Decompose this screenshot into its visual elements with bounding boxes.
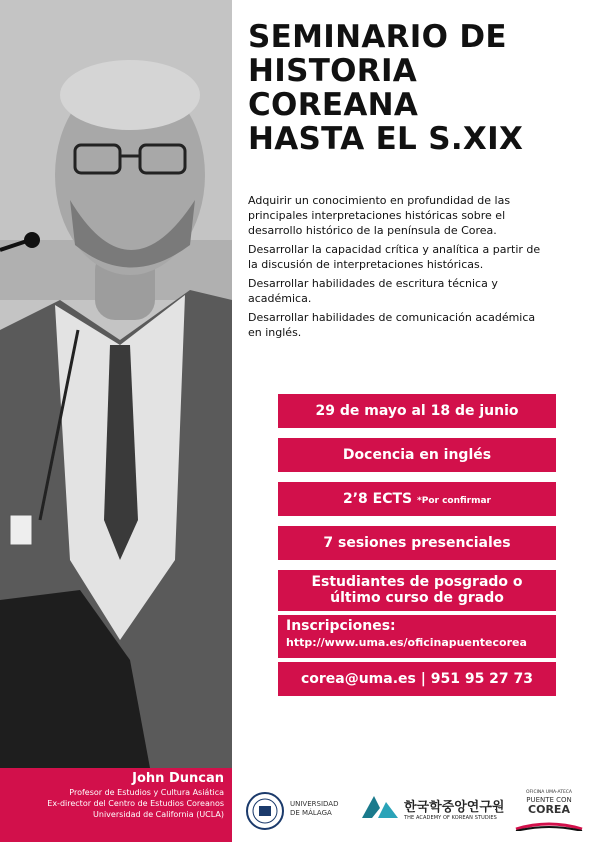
language-text: Docencia en inglés (342, 447, 492, 463)
objective-item: Adquirir un conocimiento en profundidad de las principales interpretaciones históricas sobre el desarrollo histórico de la península de Corea. (248, 194, 511, 237)
dates-text: 29 de mayo al 18 de junio (315, 403, 519, 419)
sessions-box (278, 526, 556, 560)
puente-line-3: COREA (528, 803, 570, 816)
speaker-affiliation: Universidad de California (UCLA) (93, 810, 224, 819)
language-box (278, 438, 556, 472)
speaker-portrait (0, 0, 232, 768)
aks-korean-name: 한국학중앙연구원 (404, 800, 505, 815)
uma-seal-icon (246, 792, 284, 830)
title-line-1: SEMINARIO DE (248, 19, 507, 55)
puente-line-2: PUENTE CON (526, 796, 572, 804)
title-line-2: HISTORIA (248, 53, 418, 89)
credits-box (278, 482, 556, 516)
logos-footer (232, 768, 595, 842)
puente-corea-logo (514, 790, 584, 835)
sessions-text: 7 sesiones presenciales (323, 535, 511, 551)
speaker-name: John Duncan (132, 771, 224, 786)
uma-line-2: DE MÁLAGA (290, 809, 332, 817)
aks-logo-icon (360, 794, 400, 820)
objectives-list (248, 193, 548, 344)
speaker-role: Profesor de Estudios y Cultura Asiática (69, 788, 224, 797)
credits-note: *Por confirmar (417, 496, 491, 506)
audience-line-1: Estudiantes de posgrado o (311, 574, 523, 590)
objective-item: Desarrollar la capacidad crítica y analítica a partir de la discusión de interpretaciones históricas. (248, 243, 541, 271)
registration-box (278, 615, 556, 658)
registration-link[interactable]: http://www.uma.es/oficinapuentecorea (286, 636, 527, 649)
title-line-3: COREANA (248, 87, 419, 123)
objective-item: Desarrollar habilidades de comunicación académica en inglés. (248, 311, 536, 339)
dates-box (278, 394, 556, 428)
audience-line-2: último curso de grado (330, 590, 504, 606)
uma-line-1: UNIVERSIDAD (290, 800, 339, 808)
objective-item: Desarrollar habilidades de escritura técnica y académica. (248, 277, 498, 305)
speaker-bio (0, 768, 232, 842)
aks-english-name: THE ACADEMY OF KOREAN STUDIES (404, 815, 497, 821)
audience-box (278, 570, 556, 611)
speaker-photo (0, 0, 232, 768)
title-line-4: HASTA EL S.XIX (248, 121, 524, 157)
contact-text[interactable]: corea@uma.es | 951 95 27 73 (300, 671, 534, 687)
puente-line-1: OFICINA UMA-ATECA (525, 790, 573, 795)
page-title (248, 20, 588, 156)
registration-heading: Inscripciones: (286, 618, 396, 634)
contact-box (278, 662, 556, 696)
uma-logo-text (290, 800, 338, 818)
speaker-former-role: Ex-director del Centro de Estudios Coreanos (47, 799, 224, 808)
puente-swoosh-icon (514, 821, 584, 831)
credits-text: 2’8 ECTS (342, 491, 413, 507)
